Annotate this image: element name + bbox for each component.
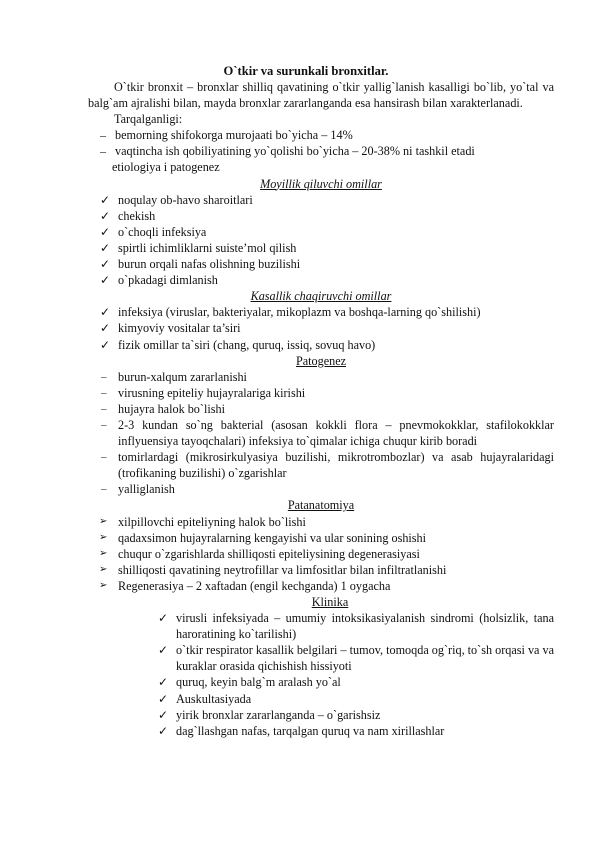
clinic-list (88, 610, 554, 739)
dash-bullet: – (101, 418, 107, 431)
clinic-heading: Klinika (311, 595, 349, 609)
list-item: ➢ xilpillovchi epiteliyning halok bo`lishi (99, 514, 306, 529)
checkmark-icon: ✓ (158, 707, 169, 722)
list-item: ✓ Auskultasiyada (158, 691, 252, 706)
predisposing-list (88, 192, 554, 289)
list-item: – burun-xalqum zararlanishi (101, 369, 247, 384)
list-item: ✓ noqulay ob-havo sharoitlari (100, 192, 253, 207)
checkmark-icon: ✓ (100, 192, 111, 207)
checkmark-icon: ✓ (158, 643, 169, 658)
pathanatomy-heading: Patanatomiya (287, 498, 355, 513)
etiology-heading: etiologiya i patogenez (112, 160, 220, 175)
list-item: – hujayra halok bo`lishi (101, 401, 225, 416)
list-item: ✓ chekish (100, 208, 156, 223)
checkmark-icon: ✓ (158, 611, 169, 626)
list-item: – bemorning shifokorga murojaati bo`yicha – 14% (100, 128, 353, 143)
list-item: – yalliglanish (101, 482, 175, 497)
pathogenesis-list (88, 369, 554, 498)
arrow-bullet-icon: ➢ (99, 563, 108, 575)
document-title: O`tkir va surunkali bronxitlar. (223, 64, 389, 78)
checkmark-icon: ✓ (100, 257, 111, 272)
arrow-bullet-icon: ➢ (99, 579, 108, 591)
dash-bullet: – (101, 386, 107, 399)
list-item: – tomirlardagi (mikrosirkulyasiya buzilishi, mikrotrombozlar) va asab hujayralaridagi (trofikaning buzilishi) o`zgarishlar (101, 450, 554, 481)
causative-list (88, 304, 554, 352)
list-item: ✓ burun orqali nafas olishning buzilishi (100, 257, 301, 272)
arrow-bullet-icon: ➢ (99, 531, 108, 543)
dash-bullet: – (100, 144, 106, 159)
arrow-bullet-icon: ➢ (99, 547, 108, 559)
checkmark-icon: ✓ (100, 273, 111, 288)
list-item: ➢ Regenerasiya – 2 xaftadan (engil kechganda) 1 oygacha (99, 578, 391, 593)
dash-bullet: – (101, 483, 107, 496)
dash-bullet: – (101, 402, 107, 415)
list-item: ✓ quruq, keyin balg`m aralash yo`al (158, 675, 341, 690)
list-item: ✓ dag`llashgan nafas, tarqalgan quruq va nam xirillashlar (158, 723, 445, 738)
pathogenesis-heading: Patogenez (295, 353, 347, 368)
dash-bullet: – (101, 451, 107, 464)
arrow-bullet-icon: ➢ (99, 515, 108, 527)
checkmark-icon: ✓ (100, 224, 111, 239)
checkmark-icon: ✓ (158, 723, 169, 738)
dash-bullet: – (100, 128, 106, 143)
list-item: ✓ o`tkir respirator kasallik belgilari – tumov, tomoqda og`riq, to`sh orqasi va va kuraklar orasida qichishish hissiyoti (158, 643, 554, 674)
list-item: ✓ virusli infeksiyada – umumiy intoksikasiyalanish sindromi (holsizlik, tana haroratining ko`tarilishi) (158, 611, 554, 642)
checkmark-icon: ✓ (100, 337, 111, 352)
checkmark-icon: ✓ (100, 321, 111, 336)
list-item: ✓ spirtli ichimliklarni suiste’mol qilish (100, 240, 297, 255)
dash-bullet: – (101, 370, 107, 383)
list-item: ➢ shilliqosti qavatining neytrofillar va limfositlar bilan infiltratlanishi (99, 562, 447, 577)
predisposing-heading: Moyillik qiluvchi omillar (260, 176, 382, 191)
checkmark-icon: ✓ (100, 305, 111, 320)
pathanatomy-list (88, 514, 554, 594)
list-item: ➢ chuqur o`zgarishlarda shilliqosti epiteliysining degenerasiyasi (99, 546, 420, 561)
checkmark-icon: ✓ (100, 208, 111, 223)
checkmark-icon: ✓ (100, 240, 111, 255)
list-item: – virusning epiteliy hujayralariga kirishi (101, 385, 306, 400)
list-item: ✓ fizik omillar ta`siri (chang, quruq, issiq, sovuq havo) (100, 337, 376, 352)
prevalence-list (88, 127, 554, 159)
prevalence-heading: Tarqalganligi: (114, 112, 183, 127)
list-item: ✓ o`choqli infeksiya (100, 224, 207, 239)
intro-paragraph: O`tkir bronxit – bronxlar shilliq qavatining o`tkir yallig`lanish kasalligi bo`lib, yo`tal va balg`am ajralishi bilan, mayda bronxlar zararlanganda esa hansirash bilan xarakterlanadi. (88, 80, 554, 111)
list-item: ✓ kimyoviy vositalar ta’siri (100, 321, 241, 336)
list-item: ✓ o`pkadagi dimlanish (100, 273, 218, 288)
checkmark-icon: ✓ (158, 691, 169, 706)
list-item: – vaqtincha ish qobiliyatining yo`qolishi bo`yicha – 20-38% ni tashkil etadi (100, 144, 475, 159)
causative-heading: Kasallik chaqiruvchi omillar (250, 289, 392, 304)
list-item: ✓ yirik bronxlar zararlanganda – o`garishsiz (158, 707, 381, 722)
document-body (88, 79, 554, 739)
list-item: – 2-3 kundan so`ng bakterial (asosan kokkli flora – pnevmokokklar, stafilokokklar inflyuensiya tayoqchalari) infeksiya to`qimalar ichiga chuqur kirib boradi (101, 417, 554, 449)
list-item: ✓ infeksiya (viruslar, bakteriyalar, mikoplazm va boshqa-larning qo`shilishi) (100, 305, 481, 320)
checkmark-icon: ✓ (158, 675, 169, 690)
list-item: ➢ qadaxsimon hujayralarning kengayishi va ular sonining oshishi (99, 530, 427, 545)
